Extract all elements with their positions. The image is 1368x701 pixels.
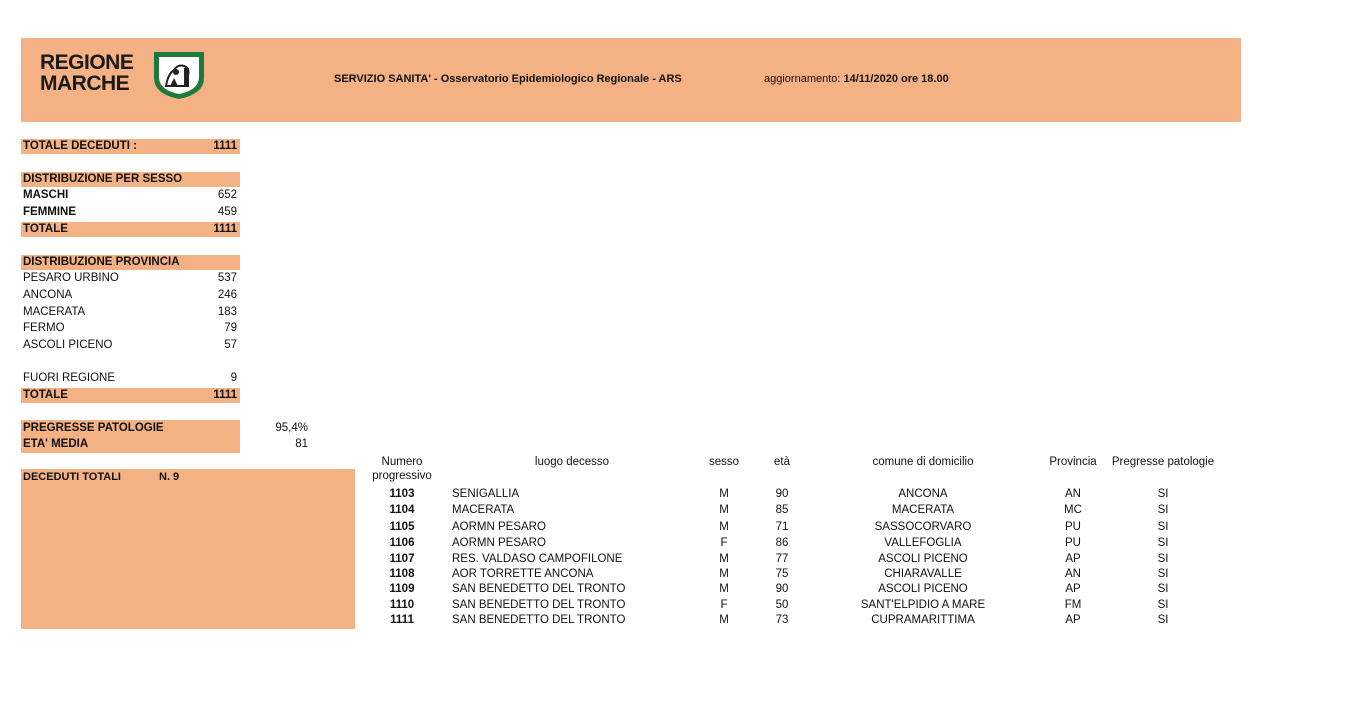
- cell-eta: 50: [775, 599, 789, 611]
- cell-patologie: SI: [1157, 504, 1169, 516]
- totale-provincia-label: TOTALE: [23, 389, 68, 401]
- patologie-label: PREGRESSE PATOLOGIE: [23, 422, 164, 434]
- fuori-regione-row: [21, 371, 240, 386]
- deceduti-totali-label: DECEDUTI TOTALI: [23, 471, 121, 483]
- deceduti-totali-box: [21, 469, 355, 629]
- province-row: [21, 288, 240, 303]
- cell-eta: 86: [775, 537, 789, 549]
- header-provincia: Provincia: [1049, 456, 1097, 468]
- header-comune: comune di domicilio: [872, 456, 974, 468]
- province-name: MACERATA: [23, 306, 86, 318]
- cell-numero: 1105: [389, 521, 415, 533]
- cell-numero: 1106: [389, 537, 415, 549]
- cell-comune: MACERATA: [891, 504, 955, 516]
- cell-sesso: M: [719, 583, 729, 595]
- cell-sesso: M: [719, 504, 729, 516]
- update-value: 14/11/2020 ore 18.00: [843, 73, 949, 85]
- cell-luogo: AORMN PESARO: [452, 521, 546, 533]
- logo-line-2: MARCHE: [40, 72, 130, 95]
- cell-numero: 1108: [389, 568, 415, 580]
- cell-eta: 71: [775, 521, 789, 533]
- cell-eta: 90: [775, 488, 789, 500]
- cell-luogo: MACERATA: [452, 504, 515, 516]
- cell-luogo: SAN BENEDETTO DEL TRONTO: [452, 583, 626, 595]
- totale-deceduti-value: 1111: [213, 140, 237, 152]
- cell-comune: CHIARAVALLE: [884, 568, 962, 580]
- cell-numero: 1107: [389, 553, 415, 565]
- sesso-title: DISTRIBUZIONE PER SESSO: [23, 173, 183, 185]
- cell-sesso: F: [720, 537, 728, 549]
- cell-patologie: SI: [1157, 521, 1169, 533]
- cell-luogo: SAN BENEDETTO DEL TRONTO: [452, 614, 626, 626]
- header-eta: età: [774, 456, 790, 468]
- cell-comune: SANT'ELPIDIO A MARE: [860, 599, 986, 611]
- regione-marche-logo: [40, 52, 133, 94]
- totale-sesso-value: 1111: [213, 223, 237, 235]
- cell-sesso: M: [719, 553, 729, 565]
- provincia-title: DISTRIBUZIONE PROVINCIA: [23, 256, 180, 268]
- provincia-title-row: [21, 255, 240, 270]
- cell-comune: ASCOLI PICENO: [878, 583, 968, 595]
- fuori-regione-label: FUORI REGIONE: [23, 372, 116, 384]
- province-name: ASCOLI PICENO: [23, 339, 113, 351]
- cell-comune: VALLEFOGLIA: [884, 537, 962, 549]
- maschi-row: [21, 188, 240, 203]
- province-value: 79: [224, 322, 237, 334]
- cell-eta: 90: [775, 583, 789, 595]
- cell-luogo: AOR TORRETTE ANCONA: [452, 568, 594, 580]
- update-info: [764, 73, 949, 85]
- province-value: 246: [217, 289, 237, 301]
- service-name: SERVIZIO SANITA': [334, 73, 431, 85]
- header-numero: [372, 456, 432, 482]
- totale-provincia-value: 1111: [213, 389, 237, 401]
- cell-patologie: SI: [1157, 599, 1169, 611]
- maschi-label: MASCHI: [23, 189, 69, 201]
- cell-patologie: SI: [1157, 568, 1169, 580]
- cell-provincia: FM: [1064, 599, 1082, 611]
- province-value: 537: [217, 272, 237, 284]
- femmine-label: FEMMINE: [23, 206, 77, 218]
- service-desc: - Osservatorio Epidemiologico Regionale - ARS: [430, 73, 682, 85]
- cell-provincia: AP: [1065, 553, 1081, 565]
- cell-eta: 77: [775, 553, 789, 565]
- shield-icon: [152, 50, 206, 103]
- header-numero-line2: progressivo: [372, 470, 432, 482]
- cell-provincia: AP: [1065, 583, 1081, 595]
- cell-provincia: AN: [1065, 568, 1081, 580]
- cell-patologie: SI: [1157, 553, 1169, 565]
- cell-numero: 1110: [389, 599, 415, 611]
- province-row: [21, 321, 240, 336]
- cell-numero: 1103: [389, 488, 415, 500]
- cell-provincia: PU: [1065, 521, 1081, 533]
- province-row: [21, 338, 240, 353]
- totale-provincia-row: [21, 388, 240, 403]
- cell-luogo: RES. VALDASO CAMPOFILONE: [452, 553, 623, 565]
- cell-eta: 85: [775, 504, 789, 516]
- cell-luogo: AORMN PESARO: [452, 537, 546, 549]
- header-numero-line1: Numero: [381, 456, 423, 468]
- sesso-title-row: [21, 172, 240, 187]
- cell-patologie: SI: [1157, 583, 1169, 595]
- cell-sesso: M: [719, 614, 729, 626]
- cell-provincia: AN: [1065, 488, 1081, 500]
- patologie-value: 95,4%: [275, 422, 308, 434]
- deceduti-totali-count: N. 9: [159, 471, 180, 483]
- cell-provincia: AP: [1065, 614, 1081, 626]
- cell-sesso: M: [719, 521, 729, 533]
- province-name: ANCONA: [23, 289, 73, 301]
- province-value: 57: [224, 339, 237, 351]
- femmine-row: [21, 205, 240, 220]
- totale-deceduti-label: TOTALE DECEDUTI :: [23, 140, 137, 152]
- header-patologie: Pregresse patologie: [1111, 456, 1215, 468]
- cell-comune: SASSOCORVARO: [874, 521, 972, 533]
- service-title: [334, 73, 682, 85]
- province-name: PESARO URBINO: [23, 272, 119, 284]
- cell-luogo: SENIGALLIA: [452, 488, 520, 500]
- cell-luogo: SAN BENEDETTO DEL TRONTO: [452, 599, 626, 611]
- cell-provincia: MC: [1064, 504, 1082, 516]
- header-luogo: luogo decesso: [534, 456, 610, 468]
- totale-sesso-row: [21, 222, 240, 237]
- cell-numero: 1104: [389, 504, 415, 516]
- cell-patologie: SI: [1157, 537, 1169, 549]
- cell-eta: 73: [775, 614, 789, 626]
- fuori-regione-value: 9: [230, 372, 237, 384]
- header-sesso: sesso: [708, 456, 740, 468]
- cell-numero: 1109: [389, 583, 415, 595]
- cell-eta: 75: [775, 568, 789, 580]
- cell-provincia: PU: [1065, 537, 1081, 549]
- cell-sesso: M: [719, 568, 729, 580]
- province-value: 183: [217, 306, 237, 318]
- cell-numero: 1111: [390, 614, 414, 626]
- eta-media-value: 81: [295, 438, 308, 450]
- cell-comune: ANCONA: [898, 488, 948, 500]
- cell-comune: CUPRAMARITTIMA: [871, 614, 975, 626]
- cell-comune: ASCOLI PICENO: [878, 553, 968, 565]
- femmine-value: 459: [217, 206, 237, 218]
- logo-line-1: REGIONE: [40, 51, 134, 74]
- eta-media-label: ETA' MEDIA: [23, 438, 89, 450]
- cell-sesso: F: [720, 599, 728, 611]
- cell-patologie: SI: [1157, 614, 1169, 626]
- totale-deceduti-row: [21, 139, 240, 154]
- maschi-value: 652: [217, 189, 237, 201]
- cell-sesso: M: [719, 488, 729, 500]
- province-row: [21, 305, 240, 320]
- cell-patologie: SI: [1157, 488, 1169, 500]
- update-label: aggiornamento:: [764, 73, 844, 85]
- province-name: FERMO: [23, 322, 65, 334]
- totale-sesso-label: TOTALE: [23, 223, 68, 235]
- province-row: [21, 271, 240, 286]
